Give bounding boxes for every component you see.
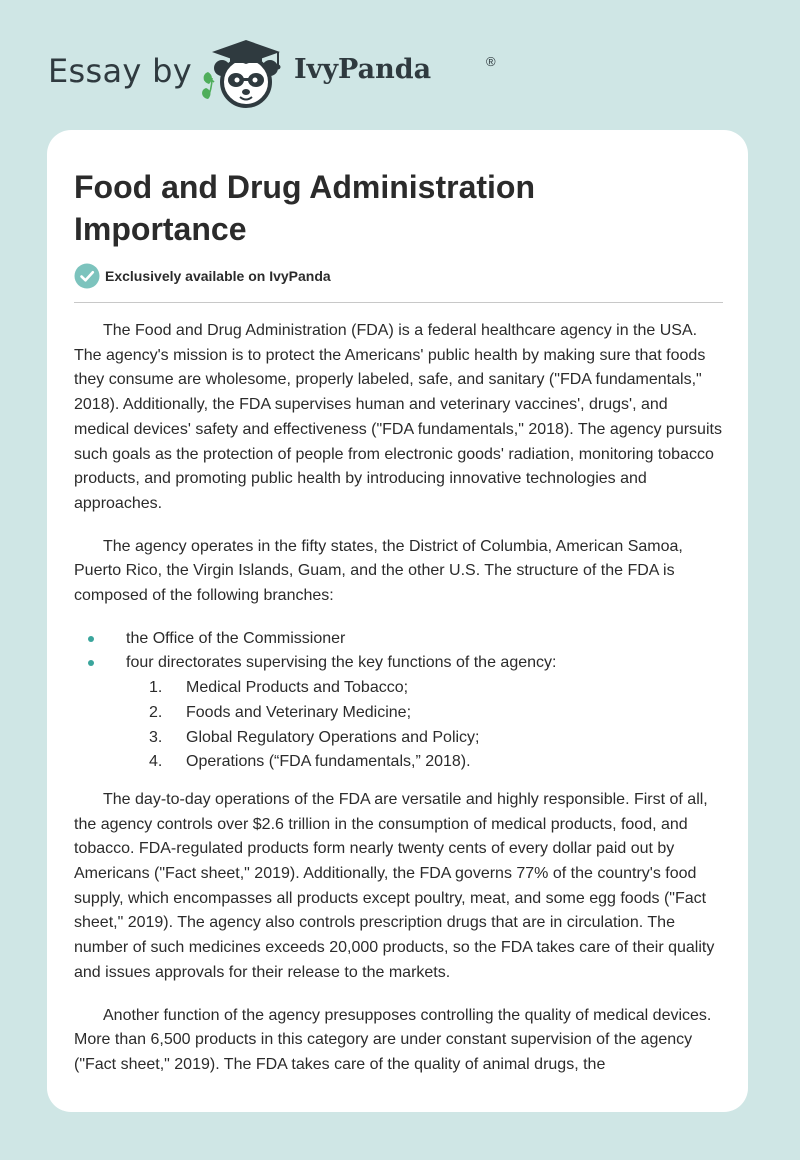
paragraph: Another function of the agency presupposes controlling the quality of medical devices. More than 6,500 products in this category are under constant supervision of the agency ("Fact sheet," 2019). The FDA takes care of the quality of animal drugs, the	[74, 1006, 712, 1073]
paragraph: The agency operates in the fifty states, the District of Columbia, American Samoa, Puerto Rico, the Virgin Islands, Guam, and the other U.S. The structure of the FDA is composed of the following branches:	[74, 537, 683, 605]
brand-prefix: Essay by	[48, 52, 192, 90]
ivypanda-logo-icon[interactable]	[200, 38, 290, 108]
divider	[74, 302, 723, 303]
paragraph: The Food and Drug Administration (FDA) is a federal healthcare agency in the USA. The agency's mission is to protect the Americans' public health by making sure that foods they consume are wholesome, properly labeled, safe, and sanitary ("FDA fundamentals," 2018). Additionally, the FDA supervises human and veterinary vaccines', drugs', and medical devices' safety and effectiveness ("FDA fundamentals," 2018). The agency pursuits such goals as the protection of people from electronic goods' radiation, monitoring tobacco products, and promoting public health by introducing innovative technologies and approaches.	[74, 322, 722, 512]
list-item-text: the Office of the Commissioner	[126, 629, 346, 647]
item-text: Global Regulatory Operations and Policy;	[186, 728, 480, 746]
item-text: Operations (“FDA fundamentals,” 2018).	[186, 753, 471, 771]
item-text: Medical Products and Tobacco;	[186, 679, 409, 697]
list-item-text: four directorates supervising the key functions of the agency:	[126, 654, 557, 672]
numbered-item	[74, 750, 726, 775]
item-number: 1.	[149, 679, 163, 697]
list-item	[74, 651, 726, 775]
item-number: 3.	[149, 728, 163, 746]
bullet-list	[74, 627, 726, 775]
numbered-item	[74, 676, 726, 701]
list-item	[74, 627, 726, 652]
numbered-list	[126, 676, 726, 775]
registered-mark: ®	[486, 54, 496, 69]
checkmark-circle-icon	[74, 263, 100, 289]
item-text: Foods and Veterinary Medicine;	[186, 703, 412, 721]
essay-body	[74, 319, 726, 1096]
item-number: 4.	[149, 753, 163, 771]
brand-header	[48, 38, 508, 108]
exclusive-label: Exclusively available on IvyPanda	[105, 268, 331, 284]
paragraph: The day-to-day operations of the FDA are versatile and highly responsible. First of all, the agency controls over $2.6 trillion in the consumption of medical products, food, and tobacco. FDA-regulated products form nearly twenty cents of every dollar paid out by Americans ("Fact sheet," 2019). Additionally, the FDA governs 77% of the country's food supply, which encompasses all products except poultry, meat, and some egg foods ("Fact sheet," 2019). The agency also controls prescription drugs that are in circulation. The number of such medicines exceeds 20,000 products, so the FDA takes care of their quality and issues approvals for their release to the markets.	[74, 790, 715, 981]
brand-name[interactable]: IvyPanda	[294, 54, 432, 85]
page-title: Food and Drug Administration Importance	[74, 169, 535, 247]
bullet-dot-icon	[88, 636, 94, 642]
essay-card	[47, 130, 748, 1112]
bullet-dot-icon	[88, 660, 94, 666]
numbered-item	[74, 726, 726, 751]
item-number: 2.	[149, 703, 163, 721]
numbered-item	[74, 701, 726, 726]
